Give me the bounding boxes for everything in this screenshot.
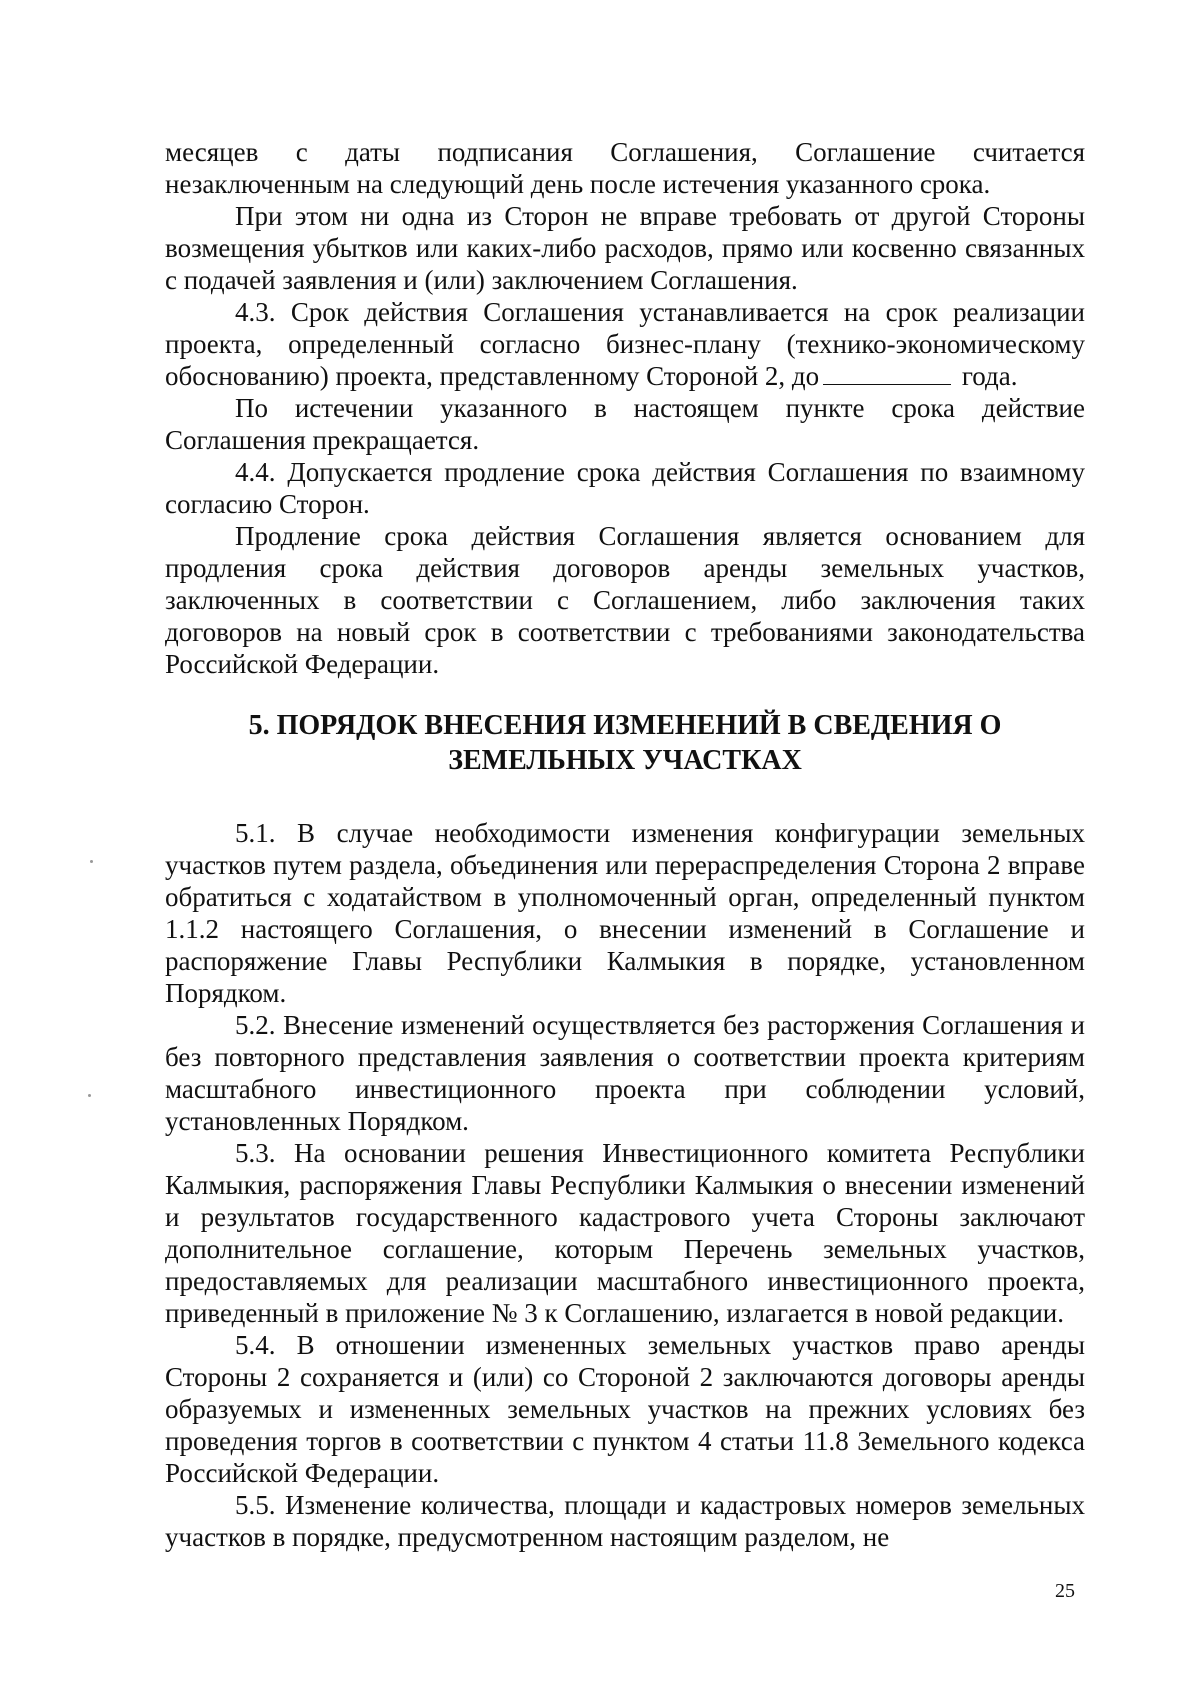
section-heading-line-2: ЗЕМЕЛЬНЫХ УЧАСТКАХ: [448, 745, 802, 776]
scan-speck: [90, 860, 93, 863]
paragraph-4-3-text: 4.3. Срок действия Соглашения устанавливается на срок реализации проекта, определенный согласно бизнес-плану (технико-экономическому обоснованию) проекта, представленному Стороной 2, до: [165, 297, 1085, 391]
paragraph-4-3: [165, 296, 1085, 392]
paragraph-5-5: 5.5. Изменение количества, площади и кадастровых номеров земельных участков в порядке, предусмотренном настоящим разделом, не: [165, 1490, 1085, 1552]
paragraph-5-4: 5.4. В отношении измененных земельных участков право аренды Стороны 2 сохраняется и (или) со Стороной 2 заключаются договоры аренды образуемых и измененных земельных участков на прежних условиях без проведения торгов в соответствии с пунктом 4 статьи 11.8 Земельного кодекса Российской Федерации.: [165, 1330, 1085, 1488]
page-number: 25: [1055, 1580, 1075, 1602]
page-body: [165, 136, 1085, 1553]
paragraph-5-2: 5.2. Внесение изменений осуществляется без расторжения Соглашения и без повторного представления заявления о соответствии проекта критериям масштабного инвестиционного проекта при соблюдении условий, установленных Порядком.: [165, 1010, 1085, 1136]
paragraph-4-3-year: года.: [961, 361, 1018, 391]
paragraph-extension: Продление срока действия Соглашения является основанием для продления срока действия договоров аренды земельных участков, заключенных в соответствии с Соглашением, либо заключения таких договоров на новый срок в соответствии с требованиями законодательства Российской Федерации.: [165, 521, 1085, 679]
blank-date-field: [823, 364, 951, 385]
paragraph-expiry: По истечении указанного в настоящем пункте срока действие Соглашения прекращается.: [165, 393, 1085, 455]
paragraph-5-3: 5.3. На основании решения Инвестиционного комитета Республики Калмыкия, распоряжения Главы Республики Калмыкия о внесении изменений и результатов государственного кадастрового учета Стороны заключают дополнительное соглашение, которым Перечень земельных участков, предоставляемых для реализации масштабного инвестиционного проекта, приведенный в приложение № 3 к Соглашению, излагается в новой редакции.: [165, 1138, 1085, 1328]
section-heading: [165, 708, 1085, 778]
scan-speck: [88, 1094, 91, 1097]
paragraph-4-4: 4.4. Допускается продление срока действия Соглашения по взаимному согласию Сторон.: [165, 457, 1085, 519]
paragraph-no-claims: При этом ни одна из Сторон не вправе требовать от другой Стороны возмещения убытков или каких-либо расходов, прямо или косвенно связанных с подачей заявления и (или) заключением Соглашения.: [165, 201, 1085, 295]
section-heading-line-1: 5. ПОРЯДОК ВНЕСЕНИЯ ИЗМЕНЕНИЙ В СВЕДЕНИЯ О: [248, 710, 1002, 741]
paragraph-continuation: месяцев с даты подписания Соглашения, Соглашение считается незаключенным на следующий день после истечения указанного срока.: [165, 137, 1085, 199]
paragraph-5-1: 5.1. В случае необходимости изменения конфигурации земельных участков путем раздела, объединения или перераспределения Сторона 2 вправе обратиться с ходатайством в уполномоченный орган, определенный пунктом 1.1.2 настоящего Соглашения, о внесении изменений в Соглашение и распоряжение Главы Республики Калмыкия в порядке, установленном Порядком.: [165, 818, 1085, 1008]
